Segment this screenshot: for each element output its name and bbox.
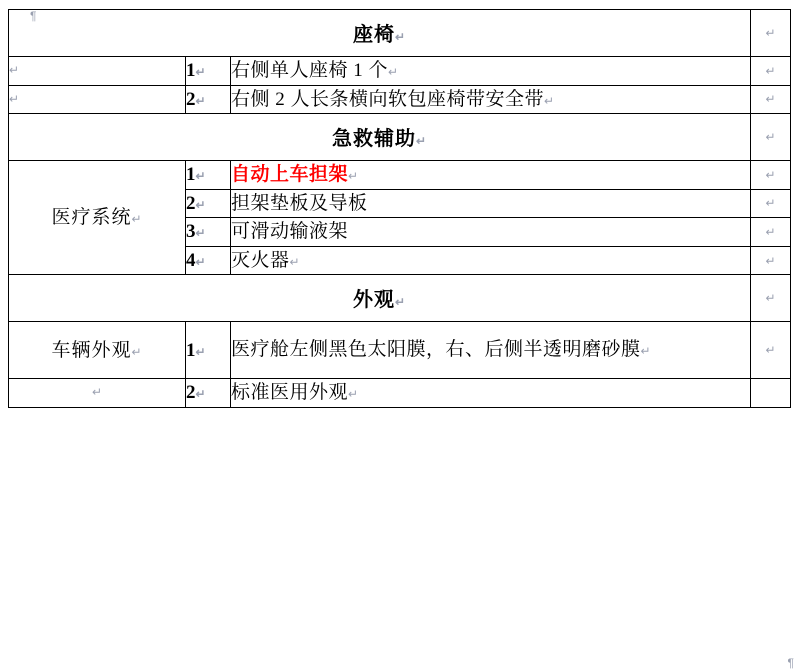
top-paragraph-mark: ¶ [30,9,37,23]
row-end-mark [751,379,791,408]
row-label: ↵ [9,379,186,408]
row-end-mark: ↵ [751,161,791,190]
group-label-medical-system [9,161,186,275]
row-text-content: 右侧 2 人长条横向软包座椅带安全带 [231,88,545,110]
row-text [231,85,751,114]
row-number-text: 1 [186,60,196,81]
group-label-text: 医疗系统 [51,206,132,228]
cell-mark: ↵ [640,344,652,359]
section-title-text: 外观 [352,289,395,312]
row-number [186,57,231,86]
section-header-row [9,10,791,57]
row-end-mark: ↵ [751,57,791,86]
row-end-mark: ↵ [751,189,791,218]
section-header-row [9,114,791,161]
section-header-cell [9,275,751,322]
row-number-text: 1 [186,339,196,361]
table-row [9,322,791,379]
row-number-text: 2 [186,192,196,214]
row-text-content: 右侧单人座椅 1 个 [231,60,389,81]
cell-mark: ↵ [388,65,399,79]
row-text [231,379,751,408]
section-title [9,114,750,160]
cell-mark: ↵ [195,387,206,402]
row-number-text: 1 [186,164,196,186]
group-label-text: 车辆外观 [51,339,132,361]
row-label: ↵ [9,57,186,86]
cell-mark: ↵ [394,295,407,310]
row-number [186,218,231,247]
section-title [9,10,750,56]
row-text [231,189,751,218]
row-text-content: 医疗舱左侧黑色太阳膜，右、后侧半透明磨砂膜 [231,339,641,361]
table-row [9,379,791,408]
row-number [186,322,231,379]
section-header-cell [9,114,751,161]
cell-mark: ↵ [195,197,206,212]
cell-mark: ↵ [289,254,301,269]
row-text [231,218,751,247]
row-number [186,189,231,218]
cell-mark: ↵ [348,169,359,184]
cell-mark: ↵ [394,30,407,44]
section-title-text: 急救辅助 [331,128,416,151]
row-text-content: 可滑动输液架 [231,221,349,243]
cell-mark: ↵ [195,226,206,241]
section-header-end-mark: ↵ [751,114,791,161]
row-label: ↵ [9,85,186,114]
row-end-mark: ↵ [751,322,791,379]
section-header-row [9,275,791,322]
group-label-vehicle-appearance [9,322,186,379]
table-row [9,57,791,86]
row-end-mark: ↵ [751,85,791,114]
row-number-text: 4 [186,249,196,271]
section-title-text: 座椅 [352,24,395,46]
cell-mark: ↵ [195,65,206,79]
row-number [186,246,231,275]
document-page [0,9,800,672]
table-row [9,161,791,190]
cell-mark: ↵ [195,344,206,359]
row-text [231,246,751,275]
row-text [231,57,751,86]
section-header-cell [9,10,751,57]
row-number-text: 2 [186,88,196,110]
cell-mark: ↵ [348,387,359,402]
row-text-content: 灭火器 [231,249,290,271]
specification-table [8,9,791,408]
cell-mark: ↵ [195,169,206,184]
row-number [186,379,231,408]
cell-mark: ↵ [415,134,428,149]
row-text [231,322,751,379]
table-row [9,85,791,114]
row-end-mark: ↵ [751,218,791,247]
row-number-text: 3 [186,221,196,243]
row-number [186,161,231,190]
row-text-content: 标准医用外观 [231,382,349,404]
cell-mark: ↵ [131,344,143,359]
cell-mark: ↵ [195,93,206,108]
row-text [231,161,751,190]
cell-mark: ↵ [131,211,143,226]
cell-mark: ↵ [544,93,555,108]
row-end-mark: ↵ [751,246,791,275]
section-header-end-mark: ↵ [751,10,791,57]
row-number-text: 2 [186,382,196,404]
row-number [186,85,231,114]
row-text-content-highlighted: 自动上车担架 [231,164,349,186]
section-title [9,275,750,321]
bottom-paragraph-mark: ¶ [787,656,794,670]
row-text-content: 担架垫板及导板 [231,192,368,214]
cell-mark: ↵ [195,254,206,269]
section-header-end-mark: ↵ [751,275,791,322]
